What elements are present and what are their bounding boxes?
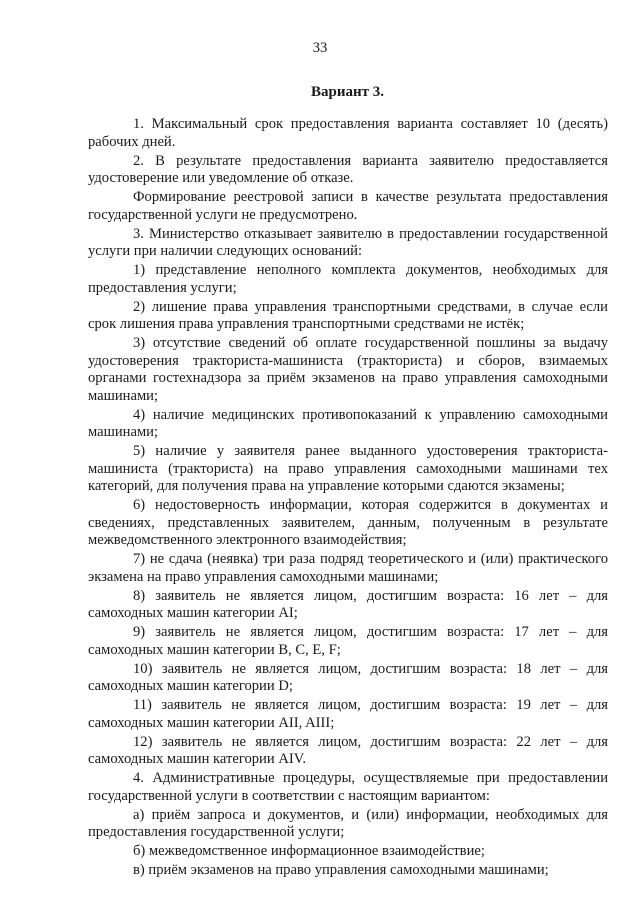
list-item: 4) наличие медицинских противопоказаний к управлению самоходными машинами;: [88, 406, 608, 440]
list-item: б) межведомственное информационное взаимодействие;: [133, 843, 485, 859]
list-item: 9) заявитель не является лицом, достигшим возраста: 17 лет – для самоходных машин категории B, C, E, F;: [88, 624, 608, 658]
list-item: 12) заявитель не является лицом, достигшим возраста: 22 лет – для самоходных машин категории AIV.: [88, 733, 608, 767]
list-item: 10) заявитель не является лицом, достигшим возраста: 18 лет – для самоходных машин категории D;: [88, 660, 608, 694]
list-item: 3) отсутствие сведений об оплате государственной пошлины за выдачу удостоверения тракториста-машиниста (тракториста) и сборов, взимаемых органами гостехнадзора за приём экзаменов на право управления самоходными машинами;: [88, 335, 608, 404]
paragraph-term: 1. Максимальный срок предоставления варианта составляет 10 (десять) рабочих дней.: [88, 116, 608, 150]
paragraph-refusal-grounds: 3. Министерство отказывает заявителю в предоставлении государственной услуги при наличии следующих оснований:: [88, 225, 608, 259]
list-item: 8) заявитель не является лицом, достигшим возраста: 16 лет – для самоходных машин категории AI;: [88, 587, 608, 621]
page-number: 33: [312, 40, 328, 56]
list-item: 2) лишение права управления транспортными средствами, в случае если срок лишения права управления транспортными средствами не истёк;: [88, 298, 608, 332]
list-item: 11) заявитель не является лицом, достигшим возраста: 19 лет – для самоходных машин категории AII, AIII;: [88, 697, 608, 731]
list-item: 6) недостоверность информации, которая содержится в документах и сведениях, представленных заявителем, данным, полученным в результате межведомственного электронного взаимодействия;: [88, 497, 608, 548]
paragraph-registry: Формирование реестровой записи в качестве результата предоставления государственной услуги не предусмотрено.: [88, 189, 608, 223]
list-item: 5) наличие у заявителя ранее выданного удостоверения тракториста-машиниста (тракториста) на право управления самоходными машинами тех категорий, для получения права на управление которыми сдаются экзамены;: [88, 443, 608, 494]
paragraph-procedures: 4. Административные процедуры, осуществляемые при предоставлении государственной услуги в соответствии с настоящим вариантом:: [88, 770, 608, 804]
variant-title: Вариант 3.: [310, 84, 384, 100]
list-item: 7) не сдача (неявка) три раза подряд теоретического и (или) практического экзамена на право управления самоходными машинами;: [88, 551, 608, 585]
paragraph-result: 2. В результате предоставления варианта заявителю предоставляется удостоверение или уведомление об отказе.: [88, 152, 608, 186]
list-item: 1) представление неполного комплекта документов, необходимых для предоставления услуги;: [88, 262, 608, 296]
list-item: а) приём запроса и документов, и (или) информации, необходимых для предоставления государственной услуги;: [88, 806, 608, 840]
list-item: в) приём экзаменов на право управления самоходными машинами;: [133, 862, 549, 878]
document-body: [88, 116, 608, 881]
